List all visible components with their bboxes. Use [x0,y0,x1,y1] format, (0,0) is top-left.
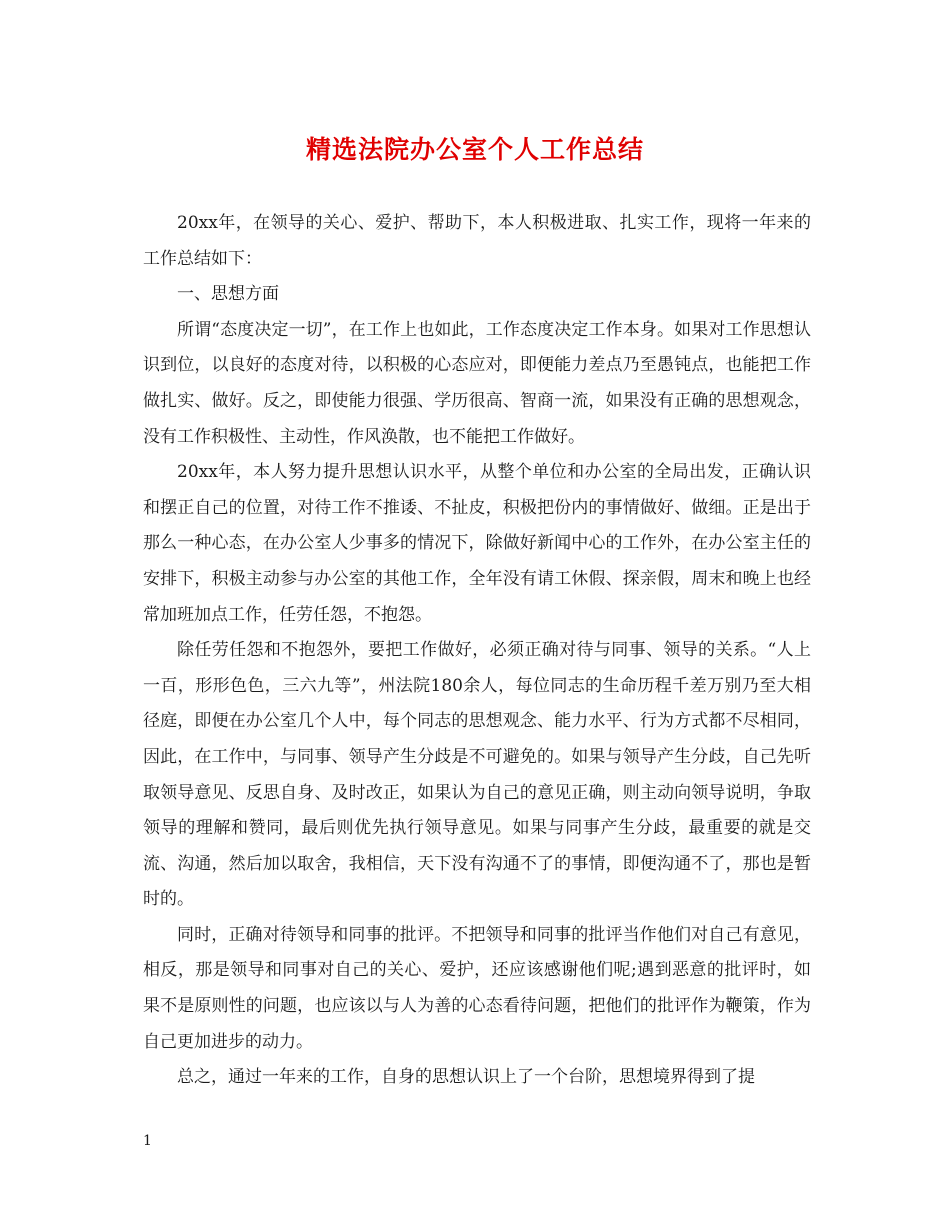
document-title: 精选法院办公室个人工作总结 [305,135,644,164]
paragraph-intro: 20xx年，在领导的关心、爱护、帮助下，本人积极进取、扎实工作，现将一年来的工作总结如下： [143,213,811,269]
paragraph-self-improvement: 20xx年，本人努力提升思想认识水平，从整个单位和办公室的全局出发，正确认识和摆正自己的位置，对待工作不推诿、不扯皮，积极把份内的事情做好、做细。正是出于那么一种心态，在办公室人少事多的情况下，除做好新闻中心的工作外，在办公室主任的安排下，积极主动参与办公室的其他工作，全年没有请工休假、探亲假，周末和晚上也经常加班加点工作，任劳任怨，不抱怨。 [143,462,811,625]
paragraph-relationships: 除任劳任怨和不抱怨外，要把工作做好，必须正确对待与同事、领导的关系。“人上一百，形形色色，三六九等”，州法院180余人，每位同志的生命历程千差万别乃至大相径庭，即便在办公室几个人中，每个同志的思想观念、能力水平、行为方式都不尽相同，因此，在工作中，与同事、领导产生分歧是不可避免的。如果与领导产生分歧，自己先听取领导意见、反思自身、及时改正，如果认为自己的意见正确，则主动向领导说明，争取领导的理解和赞同，最后则优先执行领导意见。如果与同事产生分歧，最重要的就是交流、沟通，然后加以取舍，我相信，天下没有沟通不了的事情，即便沟通不了，那也是暂时的。 [143,640,811,910]
paragraph-attitude: 所谓“态度决定一切”，在工作上也如此，工作态度决定工作本身。如果对工作思想认识到位，以良好的态度对待，以积极的心态应对，即便能力差点乃至愚钝点，也能把工作做扎实、做好。反之，即使能力很强、学历很高、智商一流，如果没有正确的思想观念，没有工作积极性、主动性，作风涣散，也不能把工作做好。 [143,319,811,447]
document-body [143,206,811,1096]
section-heading-thought: 一、思想方面 [177,284,279,305]
page-number: 1 [143,1133,152,1149]
paragraph-summary: 总之，通过一年来的工作，自身的思想认识上了一个台阶，思想境界得到了提 [177,1067,755,1088]
paragraph-criticism: 同时，正确对待领导和同事的批评。不把领导和同事的批评当作他们对自己有意见，相反，那是领导和同事对自己的关心、爱护，还应该感谢他们呢;遇到恶意的批评时，如果不是原则性的问题，也应该以与人为善的心态看待问题，把他们的批评作为鞭策，作为自己更加进步的动力。 [143,924,811,1052]
